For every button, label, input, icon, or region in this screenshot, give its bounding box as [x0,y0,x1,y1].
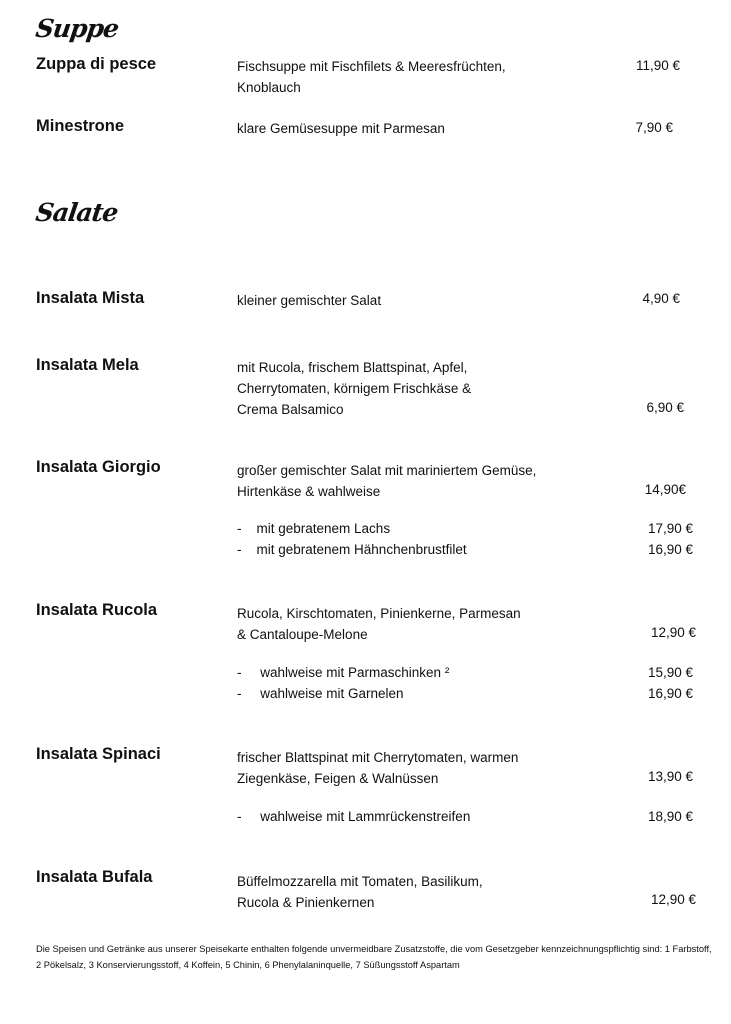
item-description: klare Gemüsesuppe mit Parmesan [237,121,445,136]
item-name: Insalata Bufala [36,868,153,886]
section-title-suppe: Suppe [33,14,121,43]
item-description: mit Rucola, frischem Blattspinat, Apfel, Cherrytomaten, körnigem Frischkäse & Crema Balsamico [237,360,472,417]
item-price: 11,90 € [635,58,680,73]
item-price: 14,90€ [644,482,686,497]
item-name: Zuppa di pesce [36,55,157,73]
option-price: 18,90 € [647,809,693,824]
item-price: 6,90 € [646,400,684,415]
option-label: - mit gebratenem Hähnchenbrustfilet [237,542,467,557]
item-name: Insalata Mela [36,356,139,374]
option-label: - wahlweise mit Garnelen [237,686,404,701]
item-description: Büffelmozzarella mit Tomaten, Basilikum, Rucola & Pinienkernen [237,874,483,910]
item-description: großer gemischter Salat mit mariniertem Gemüse, Hirtenkäse & wahlweise [237,463,537,499]
option-label: - wahlweise mit Lammrückenstreifen [237,809,471,824]
section-title-salate: Salate [33,198,120,227]
item-price: 4,90 € [642,291,680,306]
item-description: Fischsuppe mit Fischfilets & Meeresfrüchten, Knoblauch [237,59,506,95]
item-price: 13,90 € [647,769,693,784]
item-name: Insalata Mista [36,289,145,307]
option-label: - wahlweise mit Parmaschinken ² [237,665,450,680]
option-label: - mit gebratenem Lachs [237,521,391,536]
item-name: Insalata Spinaci [36,745,161,763]
item-price: 12,90 € [650,625,696,640]
item-name: Insalata Rucola [36,601,158,619]
item-description: frischer Blattspinat mit Cherrytomaten, warmen Ziegenkäse, Feigen & Walnüssen [237,750,519,786]
option-price: 17,90 € [647,521,693,536]
option-price: 15,90 € [647,665,693,680]
item-description: Rucola, Kirschtomaten, Pinienkerne, Parmesan & Cantaloupe-Melone [237,606,521,642]
item-price: 7,90 € [635,120,673,135]
item-price: 12,90 € [650,892,696,907]
item-description: kleiner gemischter Salat [237,293,382,308]
additives-footnote: Die Speisen und Getränke aus unserer Speisekarte enthalten folgende unvermeidbare Zusatzstoffe, die vom Gesetzgeber kennzeichnungspflichtig sind: 1 Farbstoff, 2 Pökelsalz, 3 Konservierungsstoff, 4 Koffein, 5 Chinin, 6 Phenylalaninquelle, 7 Süßungsstoff Aspartam [36,944,712,970]
item-name: Minestrone [36,117,125,135]
item-name: Insalata Giorgio [36,458,161,476]
option-price: 16,90 € [647,686,693,701]
option-price: 16,90 € [647,542,693,557]
